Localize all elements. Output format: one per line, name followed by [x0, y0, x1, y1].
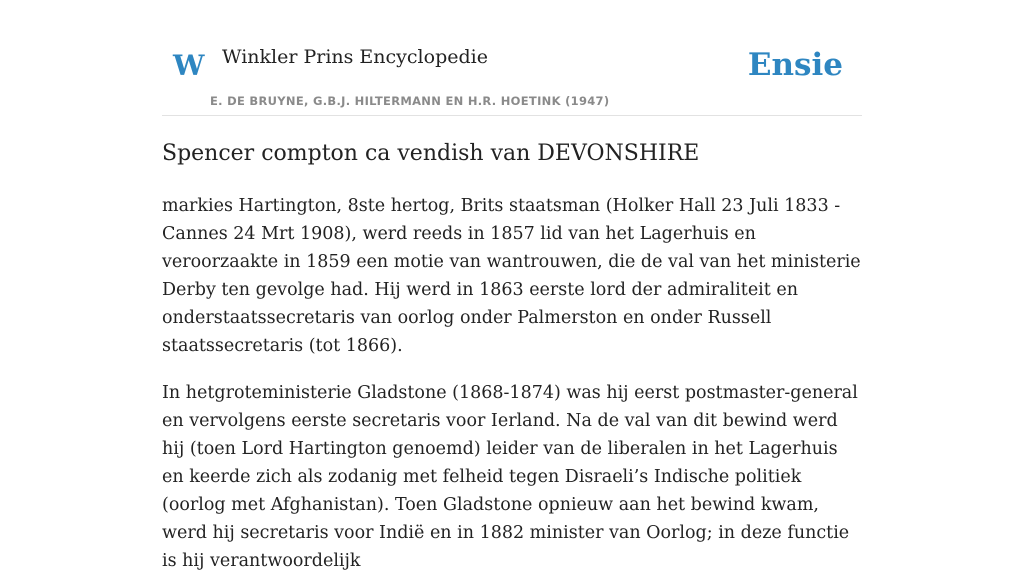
article-paragraph: In hetgroteministerie Gladstone (1868-1874) was hij eerst postmaster-general en vervolgens eerste secretaris voor Ierland. Na de val van dit bewind werd hij (toen Lord Hartington genoemd) leider van de liberalen in het Lagerhuis en keerde zich als zodanig met felheid tegen Disraeli’s Indische politiek (oorlog met Afghanistan). Toen Gladstone opnieuw aan het bewind kwam, werd hij secretaris voor Indië en in 1882 minister van Oorlog; in deze functie is hij verantwoordelijk [162, 383, 858, 571]
winkler-prins-logo[interactable]: W [173, 49, 205, 82]
source-title[interactable]: Winkler Prins Encyclopedie [222, 46, 488, 68]
source-authors: E. DE BRUYNE, G.B.J. HILTERMANN EN H.R. HOETINK (1947) [210, 94, 610, 108]
ensie-logo[interactable]: Ensie [747, 47, 843, 83]
article [162, 138, 862, 575]
article-paragraph: markies Hartington, 8ste hertog, Brits staatsman (Holker Hall 23 Juli 1833 - Cannes 24 Mrt 1908), werd reeds in 1857 lid van het Lagerhuis en veroorzaakte in 1859 een motie van wantrouwen, die de val van het ministerie Derby ten gevolge had. Hij werd in 1863 eerste lord der admiraliteit en onderstaatssecretaris van oorlog onder Palmerston en onder Russell staatssecretaris (tot 1866). [162, 196, 861, 356]
source-header [162, 0, 862, 116]
article-title: Spencer compton ca vendish van DEVONSHIRE [162, 141, 700, 166]
